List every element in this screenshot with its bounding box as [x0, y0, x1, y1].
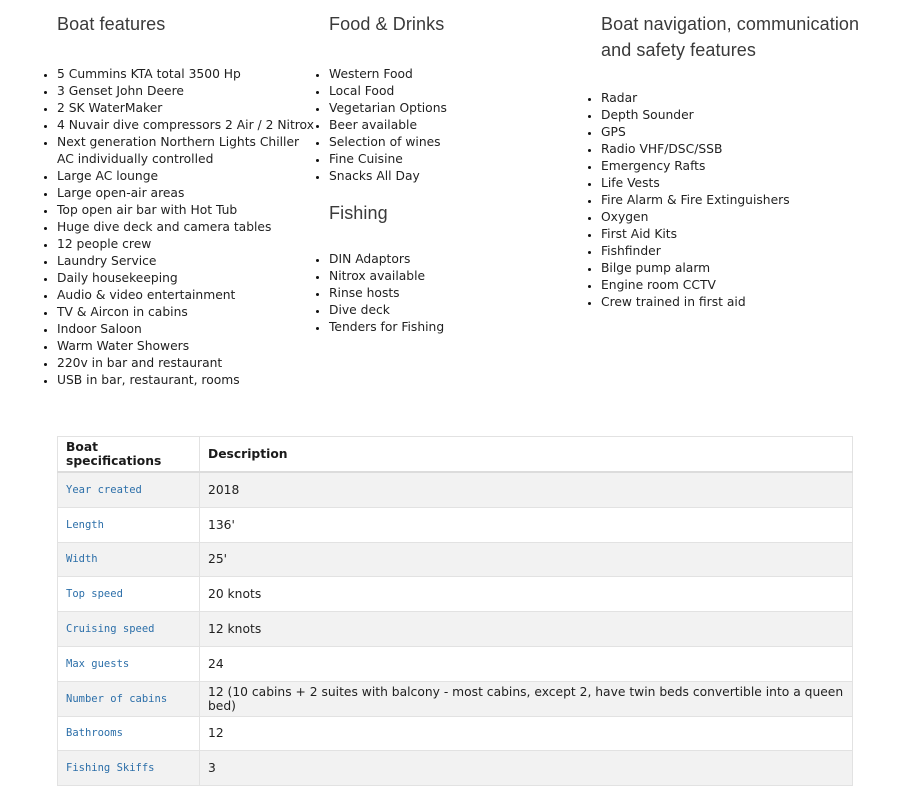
spec-value-cell: 136': [200, 507, 853, 542]
spec-key-cell: Fishing Skiffs: [58, 751, 200, 786]
spec-value-cell: 12: [200, 716, 853, 751]
food-drinks-heading: Food & Drinks: [329, 14, 445, 34]
list-item: • Snacks All Day: [329, 168, 591, 185]
list-item: • Large AC lounge: [57, 168, 319, 185]
spec-key-cell: Cruising speed: [58, 612, 200, 647]
table-row: [58, 472, 853, 507]
spec-value-cell: 24: [200, 646, 853, 681]
list-item: • Crew trained in first aid: [601, 294, 863, 311]
spec-value-cell: 25': [200, 542, 853, 577]
list-item: • 5 Cummins KTA total 3500 Hp: [57, 66, 319, 83]
spec-key-cell: Max guests: [58, 646, 200, 681]
food-fishing-section: [329, 12, 591, 336]
list-item: • Engine room CCTV: [601, 277, 863, 294]
spec-key-cell: Length: [58, 507, 200, 542]
list-item: • USB in bar, restaurant, rooms: [57, 372, 319, 389]
list-item: • Western Food: [329, 66, 591, 83]
table-row: [58, 681, 853, 716]
list-item: • Radar: [601, 90, 863, 107]
list-item: • Indoor Saloon: [57, 321, 319, 338]
boat-features-list: [57, 66, 319, 389]
table-row: [58, 542, 853, 577]
table-row: [58, 507, 853, 542]
list-item: • Top open air bar with Hot Tub: [57, 202, 319, 219]
list-item: • 12 people crew: [57, 236, 319, 253]
list-item: • Depth Sounder: [601, 107, 863, 124]
column-header-description: Description: [200, 437, 853, 473]
list-item: • Emergency Rafts: [601, 158, 863, 175]
list-item: • DIN Adaptors: [329, 251, 591, 268]
list-item: • Fire Alarm & Fire Extinguishers: [601, 192, 863, 209]
spec-key-cell: Width: [58, 542, 200, 577]
spec-value-cell: 12 knots: [200, 612, 853, 647]
fishing-list: [329, 251, 591, 336]
list-item: • Local Food: [329, 83, 591, 100]
list-item: • 3 Genset John Deere: [57, 83, 319, 100]
list-item: • 2 SK WaterMaker: [57, 100, 319, 117]
list-item: • Warm Water Showers: [57, 338, 319, 355]
boat-specifications-table: [57, 436, 853, 786]
list-item: • Radio VHF/DSC/SSB: [601, 141, 863, 158]
specifications-table-body: [58, 472, 853, 786]
table-header-row: [58, 437, 853, 473]
table-row: [58, 612, 853, 647]
spec-value-cell: 12 (10 cabins + 2 suites with balcony - most cabins, except 2, have twin beds convertible into a queen bed): [200, 681, 853, 716]
list-item: • Laundry Service: [57, 253, 319, 270]
list-item: • Life Vests: [601, 175, 863, 192]
fishing-heading: Fishing: [329, 202, 388, 223]
list-item: • Selection of wines: [329, 134, 591, 151]
boat-features-section: [57, 12, 319, 389]
list-item: • GPS: [601, 124, 863, 141]
table-row: [58, 646, 853, 681]
list-item: • Daily housekeeping: [57, 270, 319, 287]
list-item: • Huge dive deck and camera tables: [57, 219, 319, 236]
column-header-specifications: Boat specifications: [58, 437, 200, 473]
navigation-safety-section: [601, 12, 863, 311]
list-item: • Fine Cuisine: [329, 151, 591, 168]
spec-key-cell: Top speed: [58, 577, 200, 612]
table-row: [58, 751, 853, 786]
list-item: • Audio & video entertainment: [57, 287, 319, 304]
spec-key-cell: Year created: [58, 472, 200, 507]
spec-key-cell: Number of cabins: [58, 681, 200, 716]
list-item: • Vegetarian Options: [329, 100, 591, 117]
list-item: • Oxygen: [601, 209, 863, 226]
list-item: • 4 Nuvair dive compressors 2 Air / 2 Nitrox: [57, 117, 319, 134]
list-item: • Fishfinder: [601, 243, 863, 260]
list-item: • 220v in bar and restaurant: [57, 355, 319, 372]
list-item: • Beer available: [329, 117, 591, 134]
list-item: • Nitrox available: [329, 268, 591, 285]
list-item: • Tenders for Fishing: [329, 319, 591, 336]
navigation-heading: Boat navigation, communication and safety features: [601, 14, 860, 60]
boat-features-heading: Boat features: [57, 14, 166, 34]
list-item: • Bilge pump alarm: [601, 260, 863, 277]
spec-key-cell: Bathrooms: [58, 716, 200, 751]
table-row: [58, 716, 853, 751]
list-item: • Large open-air areas: [57, 185, 319, 202]
list-item: • TV & Aircon in cabins: [57, 304, 319, 321]
spec-value-cell: 20 knots: [200, 577, 853, 612]
spec-value-cell: 3: [200, 751, 853, 786]
spec-value-cell: 2018: [200, 472, 853, 507]
list-item: • Dive deck: [329, 302, 591, 319]
navigation-list: [601, 90, 863, 311]
food-drinks-list: [329, 66, 591, 185]
table-row: [58, 577, 853, 612]
list-item: • Rinse hosts: [329, 285, 591, 302]
list-item: • Next generation Northern Lights Chiller AC individually controlled: [57, 134, 319, 168]
list-item: • First Aid Kits: [601, 226, 863, 243]
